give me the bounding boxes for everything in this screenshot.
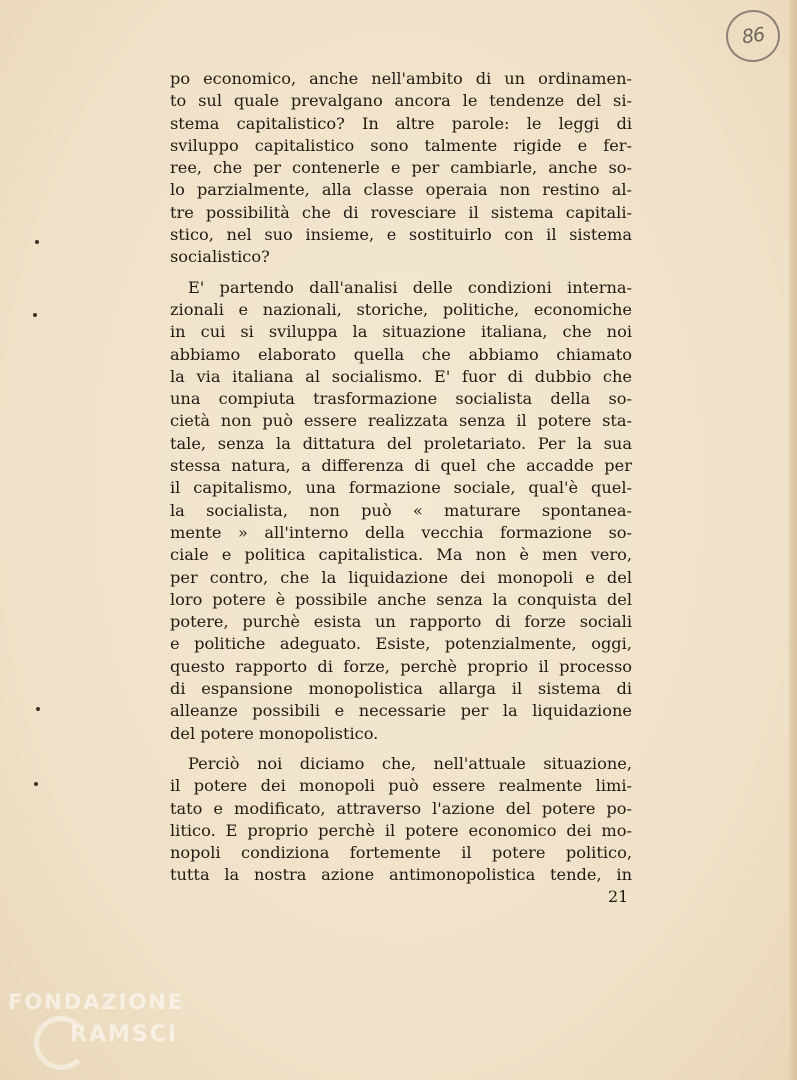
- text-line: il capitalismo, una formazione sociale, qual'è quel-: [170, 478, 632, 498]
- paragraph-gap: [170, 745, 632, 753]
- archive-watermark: [8, 990, 228, 1070]
- paragraph-gap: [170, 269, 632, 277]
- body-text: [170, 68, 632, 887]
- text-line: po economico, anche nell'ambito di un ordinamen-: [170, 69, 632, 88]
- paper-edge: [789, 0, 797, 1080]
- text-line: stema capitalistico? In altre parole: le leggi di: [170, 113, 632, 133]
- text-line: ciale e politica capitalistica. Ma non è men vero,: [170, 545, 632, 565]
- text-line: cietà non può essere realizzata senza il potere sta-: [170, 411, 632, 431]
- text-line: socialistico?: [170, 247, 270, 267]
- margin-mark-3: [36, 707, 40, 711]
- margin-mark-1: [35, 240, 39, 244]
- paragraph-1: [170, 68, 632, 269]
- paragraph-2: [170, 277, 632, 745]
- text-line: una compiuta trasformazione socialista della so-: [170, 389, 632, 409]
- text-line: tato e modificato, attraverso l'azione del potere po-: [170, 798, 632, 818]
- text-line: e politiche adeguato. Esiste, potenzialmente, oggi,: [170, 634, 632, 654]
- text-line: stessa natura, a differenza di quel che accadde per: [170, 456, 632, 476]
- text-line: abbiamo elaborato quella che abbiamo chiamato: [170, 344, 632, 364]
- text-line: stico, nel suo insieme, e sostituirlo con il sistema: [170, 225, 632, 245]
- text-line: il potere dei monopoli può essere realmente limi-: [170, 776, 632, 796]
- text-line: di espansione monopolistica allarga il sistema di: [170, 679, 632, 699]
- paragraph-3: [170, 753, 632, 887]
- page-number: 21: [608, 887, 629, 906]
- text-line: la socialista, non può « maturare spontanea-: [170, 500, 632, 520]
- text-line: del potere monopolistico.: [170, 723, 379, 743]
- text-line: loro potere è possibile anche senza la conquista del: [170, 589, 632, 609]
- text-line: nopoli condiziona fortemente il potere politico,: [170, 843, 632, 863]
- text-line: mente » all'interno della vecchia formazione so-: [170, 522, 632, 542]
- text-line: to sul quale prevalgano ancora le tendenze del si-: [170, 91, 632, 111]
- text-line: questo rapporto di forze, perchè proprio il processo: [170, 656, 632, 676]
- watermark-line-2: RAMSCI: [70, 1022, 179, 1047]
- text-line: litico. E proprio perchè il potere economico dei mo-: [170, 820, 632, 840]
- text-line: potere, purchè esista un rapporto di forze sociali: [170, 612, 632, 632]
- handwritten-page-mark: [723, 6, 784, 65]
- text-line: la via italiana al socialismo. E' fuor di dubbio che: [170, 366, 632, 386]
- watermark-line-1: FONDAZIONE: [8, 990, 185, 1014]
- text-line: per contro, che la liquidazione dei monopoli e del: [170, 567, 632, 587]
- text-line: zionali e nazionali, storiche, politiche, economiche: [170, 299, 632, 319]
- text-line: tale, senza la dittatura del proletariato. Per la sua: [170, 433, 632, 453]
- text-line: alleanze possibili e necessarie per la liquidazione: [170, 701, 632, 721]
- text-line: Perciò noi diciamo che, nell'attuale situazione,: [188, 753, 632, 773]
- text-line: E' partendo dall'analisi delle condizioni interna-: [188, 277, 632, 297]
- margin-mark-2: [33, 313, 37, 317]
- text-line: sviluppo capitalistico sono talmente rigide e fer-: [170, 135, 632, 155]
- page-mark-text: 86: [740, 23, 766, 49]
- text-line: lo parzialmente, alla classe operaia non restino al-: [170, 180, 632, 200]
- text-line: ree, che per contenerle e per cambiarle, anche so-: [170, 158, 632, 178]
- margin-mark-4: [34, 782, 38, 786]
- text-line: tre possibilità che di rovesciare il sistema capitali-: [170, 202, 632, 222]
- text-line: tutta la nostra azione antimonopolistica tende, in: [170, 865, 632, 885]
- text-line: in cui si sviluppa la situazione italiana, che noi: [170, 322, 632, 342]
